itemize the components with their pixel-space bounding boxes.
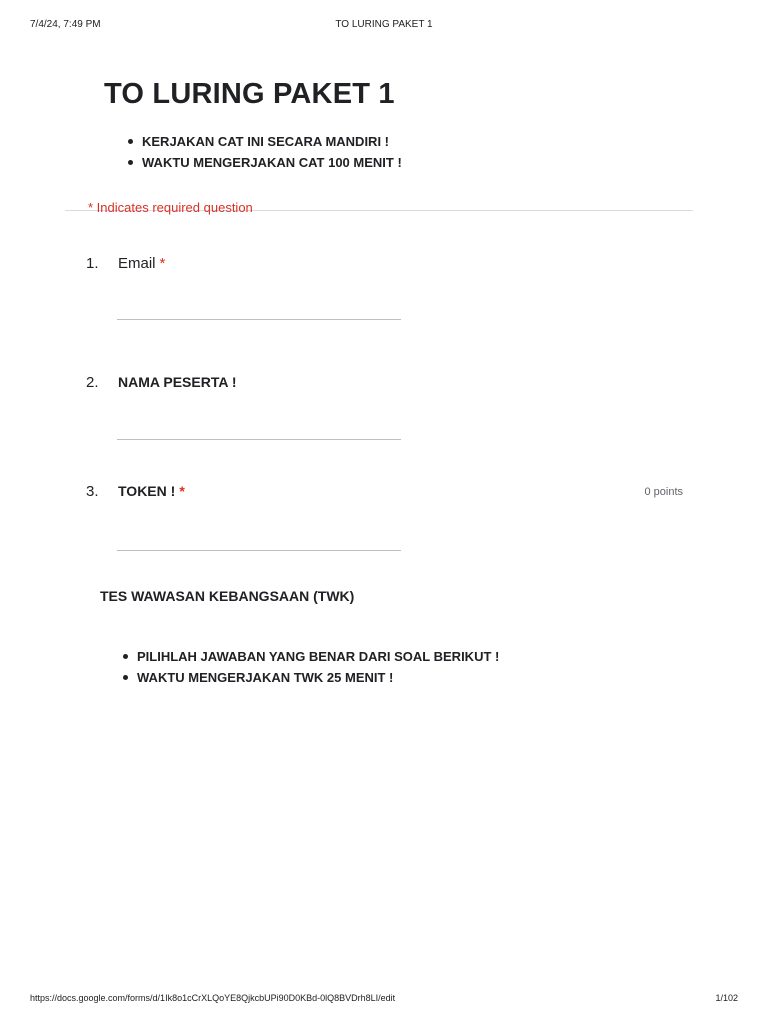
section-title: TES WAWASAN KEBANGSAAN (TWK) <box>100 588 355 604</box>
bullet-icon <box>123 675 128 680</box>
instruction-item: PILIHLAH JAWABAN YANG BENAR DARI SOAL BERIKUT ! <box>123 646 499 667</box>
nama-peserta-input[interactable] <box>117 439 401 440</box>
page-url: https://docs.google.com/forms/d/1Ik8o1cCrXLQoYE8QjkcbUPi90D0KBd-0lQ8BVDrh8LI/edit <box>30 993 396 1003</box>
token-input[interactable] <box>117 550 401 551</box>
instruction-item: WAKTU MENGERJAKAN CAT 100 MENIT ! <box>128 152 402 173</box>
question-number: 1. <box>86 255 99 272</box>
print-footer <box>0 993 768 1007</box>
bullet-icon <box>128 160 133 165</box>
question-email <box>86 255 686 277</box>
points-label: 0 points <box>644 486 683 498</box>
question-label: NAMA PESERTA ! <box>118 374 237 390</box>
print-header <box>0 19 768 33</box>
question-label: TOKEN ! * <box>118 483 185 499</box>
email-input[interactable] <box>117 319 401 320</box>
required-mark: * <box>159 255 166 272</box>
instruction-item: KERJAKAN CAT INI SECARA MANDIRI ! <box>128 131 402 152</box>
question-nama-peserta <box>86 374 686 396</box>
form-title: TO LURING PAKET 1 <box>104 78 395 110</box>
form-instructions <box>128 131 402 173</box>
section-instructions <box>123 646 499 688</box>
required-note: * Indicates required question <box>88 200 253 215</box>
print-datetime: 7/4/24, 7:49 PM <box>30 19 101 30</box>
page-number: 1/102 <box>715 993 738 1003</box>
bullet-icon <box>123 654 128 659</box>
bullet-icon <box>128 139 133 144</box>
question-token <box>86 483 686 505</box>
instruction-item: WAKTU MENGERJAKAN TWK 25 MENIT ! <box>123 667 499 688</box>
question-number: 2. <box>86 374 99 391</box>
question-label: Email * <box>118 255 166 272</box>
required-mark: * <box>179 483 185 499</box>
print-doc-title: TO LURING PAKET 1 <box>335 19 433 30</box>
question-number: 3. <box>86 483 99 500</box>
